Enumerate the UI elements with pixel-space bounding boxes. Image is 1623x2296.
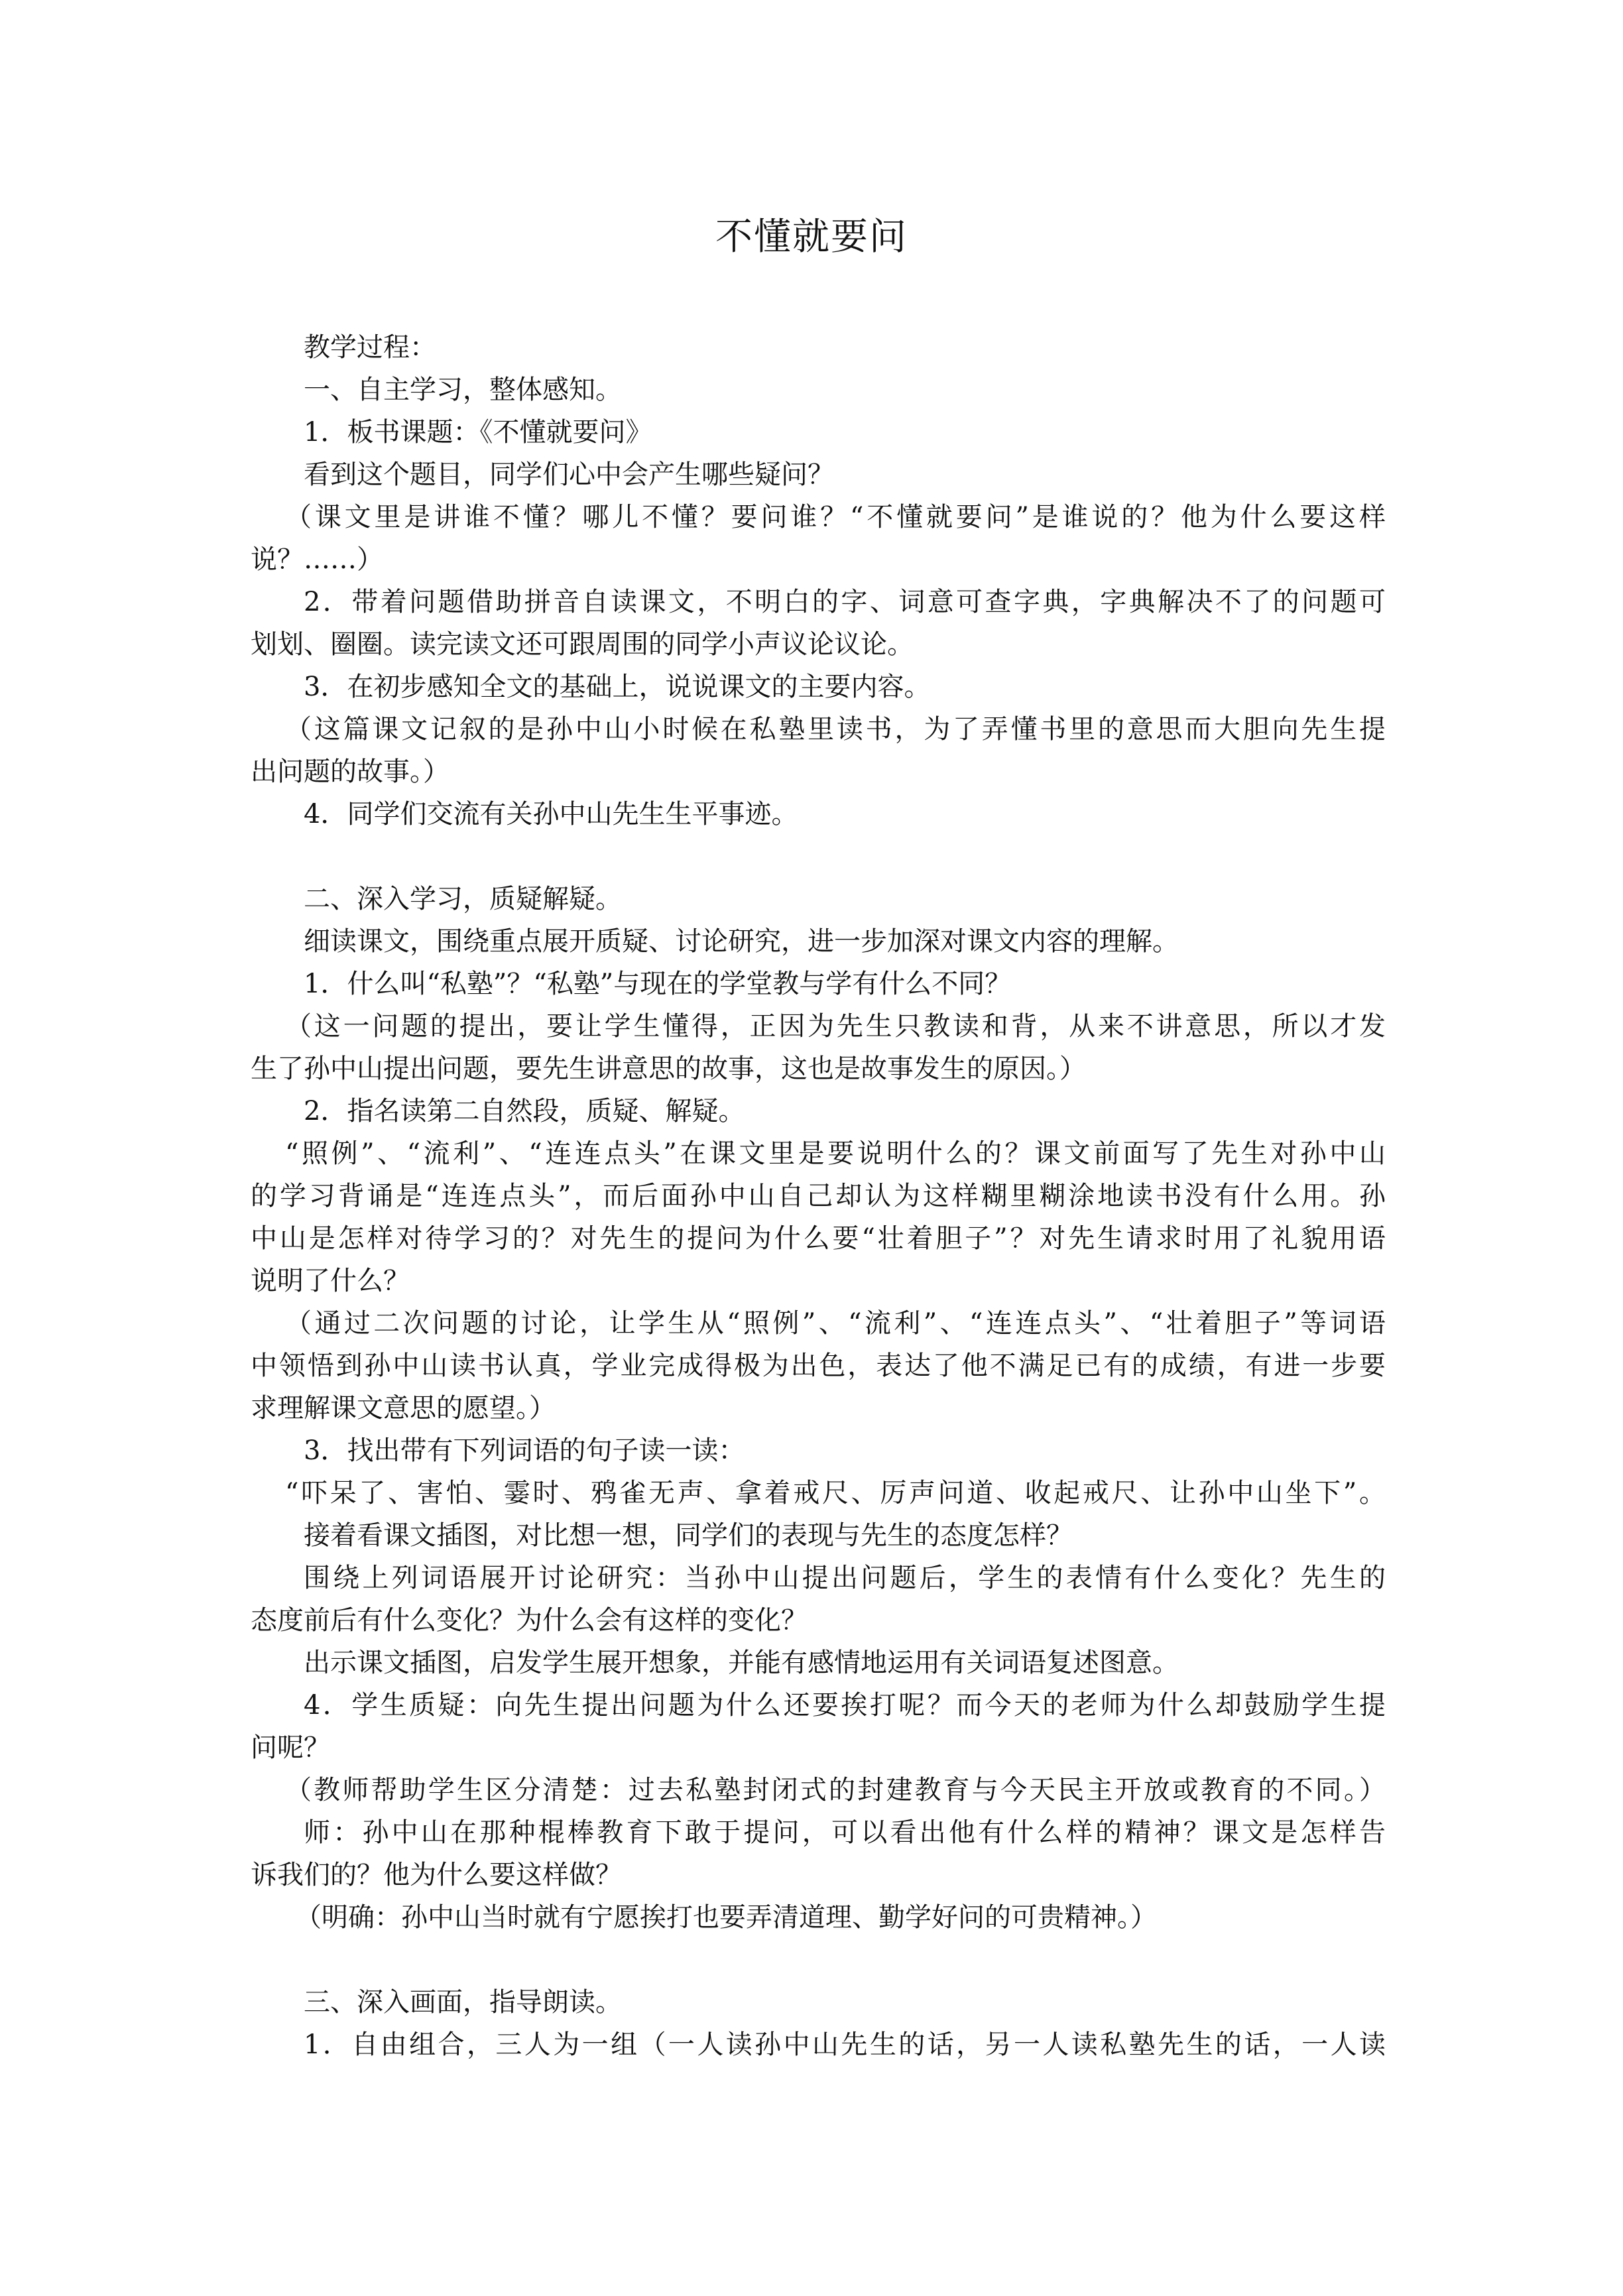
- text-line: 1．什么叫“私塾”？“私塾”与现在的学堂教与学有什么不同？: [304, 969, 1012, 999]
- text-line: “照例”、“流利”、“连连点头”在课文里是要说明什么的？课文前面写了先生对孙中山: [285, 1138, 1386, 1169]
- text-line: （教师帮助学生区分清楚：过去私塾封闭式的封建教育与今天民主开放或教育的不同。）: [285, 1775, 1386, 1805]
- text-line: 问呢？: [251, 1732, 330, 1763]
- text-line: 2．指名读第二自然段，质疑、解疑。: [304, 1096, 745, 1126]
- text-line: 接着看课文插图，对比想一想，同学们的表现与先生的态度怎样？: [304, 1520, 1073, 1551]
- section-heading: 二、深入学习，质疑解疑。: [304, 884, 622, 914]
- text-line: 说明了什么？: [251, 1266, 410, 1296]
- text-line: 中山是怎样对待学习的？对先生的提问为什么要“壮着胆子”？对先生请求时用了礼貌用语: [251, 1223, 1386, 1254]
- text-line: 看到这个题目，同学们心中会产生哪些疑问？: [304, 459, 834, 490]
- text-line: 细读课文，围绕重点展开质疑、讨论研究，进一步加深对课文内容的理解。: [304, 926, 1179, 957]
- document-title: 不懂就要问: [715, 215, 908, 259]
- text-line: 诉我们的？他为什么要这样做？: [251, 1860, 622, 1890]
- text-line: （通过二次问题的讨论，让学生从“照例”、“流利”、“连连点头”、“壮着胆子”等词语: [285, 1308, 1386, 1339]
- text-line: 围绕上列词语展开讨论研究：当孙中山提出问题后，学生的表情有什么变化？先生的: [304, 1563, 1386, 1593]
- text-line: 4．学生质疑：向先生提出问题为什么还要挨打呢？而今天的老师为什么却鼓励学生提: [304, 1690, 1386, 1721]
- text-line: 教学过程：: [304, 332, 436, 363]
- text-line: 说？……）: [251, 544, 383, 575]
- text-line: 1．板书课题：《不懂就要问》: [304, 417, 652, 448]
- text-line: 3．在初步感知全文的基础上，说说课文的主要内容。: [304, 672, 931, 702]
- document-body: [0, 326, 1623, 2066]
- paragraph-gap: [0, 1939, 1623, 1981]
- text-line: （这一问题的提出，要让学生懂得，正因为先生只教读和背，从来不讲意思，所以才发: [285, 1011, 1386, 1042]
- paragraph-gap: [0, 835, 1623, 878]
- text-line: 求理解课文意思的愿望。）: [251, 1393, 556, 1423]
- text-line: （这篇课文记叙的是孙中山小时候在私塾里读书，为了弄懂书里的意思而大胆向先生提: [285, 714, 1386, 745]
- text-line: 的学习背诵是“连连点头”，而后面孙中山自己却认为这样糊里糊涂地读书没有什么用。孙: [251, 1181, 1386, 1211]
- text-line: 3．找出带有下列词语的句子读一读：: [304, 1435, 745, 1466]
- text-line: 中领悟到孙中山读书认真，学业完成得极为出色，表达了他不满足已有的成绩，有进一步要: [251, 1351, 1386, 1381]
- section-heading: 一、自主学习，整体感知。: [304, 375, 622, 405]
- text-line: （课文里是讲谁不懂？哪儿不懂？要问谁？“不懂就要问”是谁说的？他为什么要这样: [285, 502, 1386, 532]
- text-line: 态度前后有什么变化？为什么会有这样的变化？: [251, 1605, 808, 1636]
- text-line: 师：孙中山在那种棍棒教育下敢于提问，可以看出他有什么样的精神？课文是怎样告: [304, 1817, 1386, 1848]
- text-line: （明确：孙中山当时就有宁愿挨打也要弄清道理、勤学好问的可贵精神。）: [295, 1902, 1157, 1933]
- text-line: 1．自由组合，三人为一组（一人读孙中山先生的话，另一人读私塾先生的话，一人读: [304, 2029, 1386, 2060]
- text-line: “吓呆了、害怕、霎时、鸦雀无声、拿着戒尺、厉声问道、收起戒尺、让孙中山坐下”。: [285, 1478, 1386, 1508]
- text-line: 4．同学们交流有关孙中山先生生平事迹。: [304, 799, 798, 829]
- text-line: 生了孙中山提出问题，要先生讲意思的故事，这也是故事发生的原因。）: [251, 1054, 1086, 1084]
- text-line: 出问题的故事。）: [251, 756, 450, 787]
- text-line: 2．带着问题借助拼音自读课文，不明白的字、词意可查字典，字典解决不了的问题可: [304, 587, 1386, 617]
- text-line: 出示课文插图，启发学生展开想象，并能有感情地运用有关词语复述图意。: [304, 1648, 1179, 1678]
- text-line: 划划、圈圈。读完读文还可跟周围的同学小声议论议论。: [251, 629, 914, 660]
- section-heading: 三、深入画面，指导朗读。: [304, 1987, 622, 2018]
